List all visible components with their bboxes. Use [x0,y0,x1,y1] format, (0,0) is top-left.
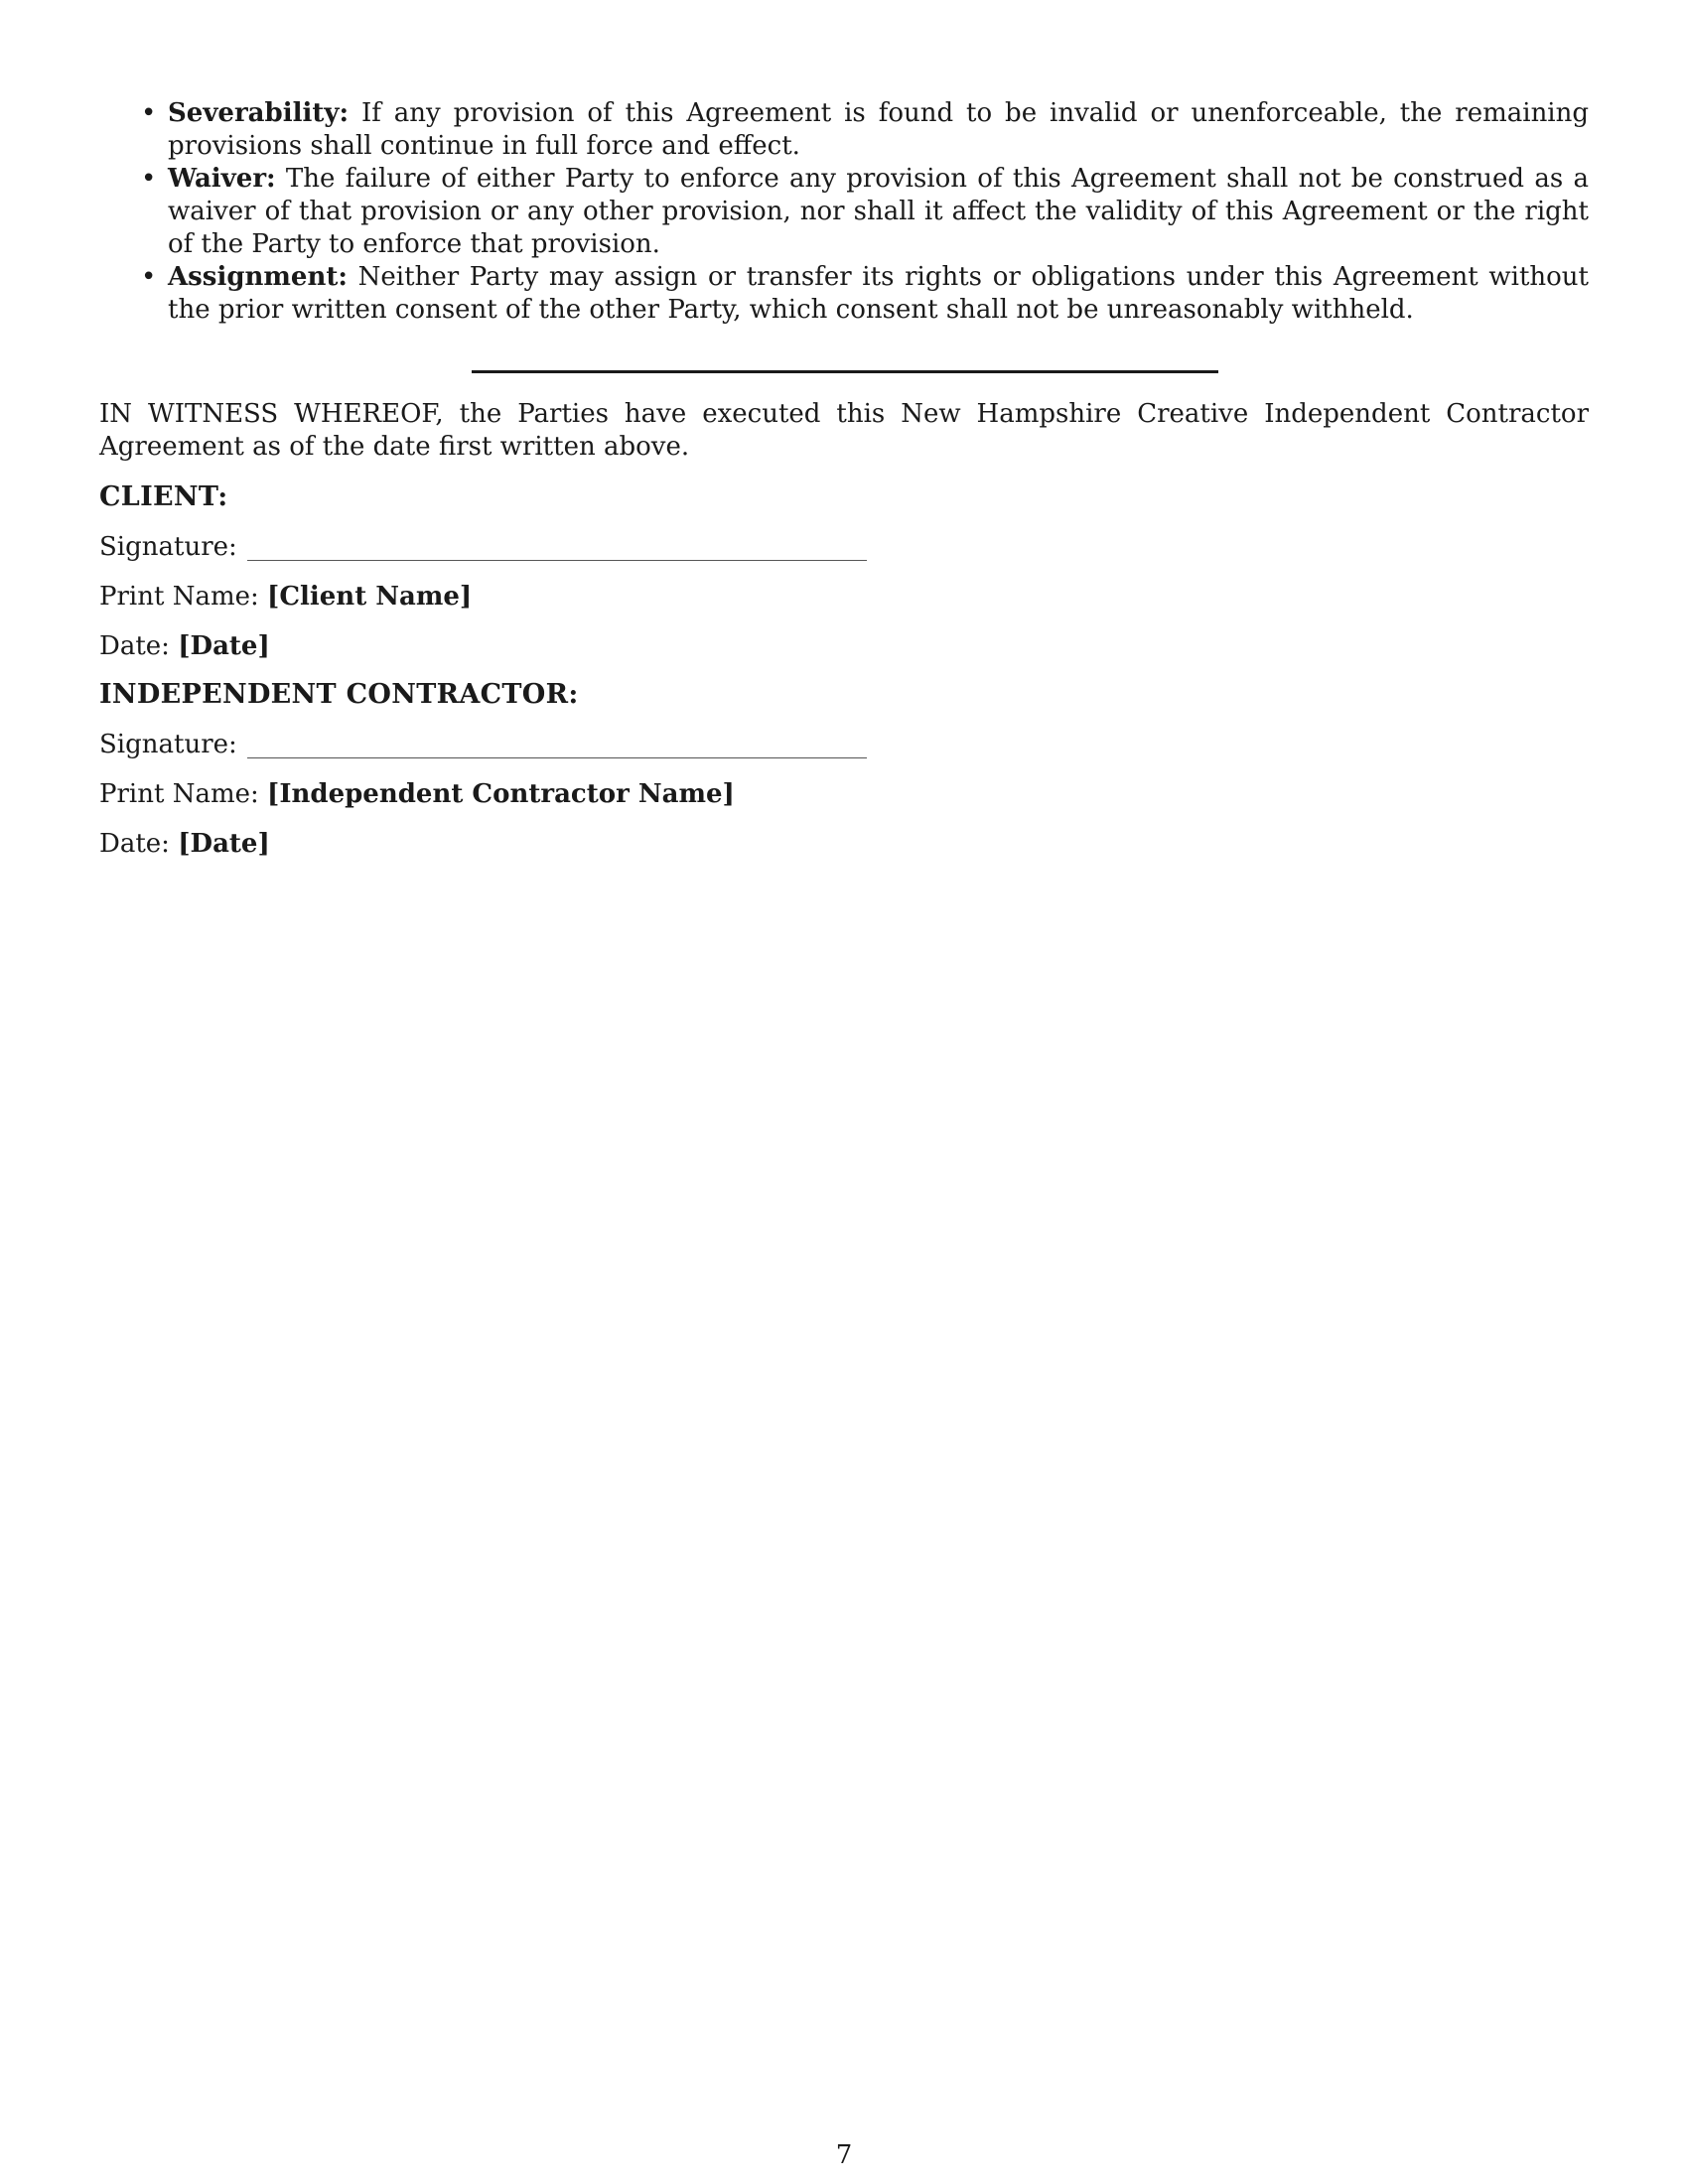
clause-text: Neither Party may assign or transfer its rights or obligations under this Agreement without the prior written consent of the other Party, which consent shall not be unreasonably withheld. [168,262,1589,325]
clause-assignment [141,261,1589,327]
clause-term: Severability: [168,98,350,128]
contractor-date-value: [Date] [178,829,270,859]
bullet-icon: • [141,262,157,292]
clause-text: If any provision of this Agreement is found to be invalid or unenforceable, the remaining provisions shall continue in full force and effect. [168,98,1590,161]
client-heading: CLIENT: [99,481,228,512]
contractor-date-row [99,828,270,861]
print-name-label: Print Name: [99,582,259,612]
witness-statement: IN WITNESS WHEREOF, the Parties have executed this New Hampshire Creative Independent Contractor Agreement as of the date first written above. [99,399,1589,462]
signature-label: Signature: [99,730,237,759]
contractor-heading: INDEPENDENT CONTRACTOR: [99,679,579,710]
client-date-row [99,630,270,663]
date-label: Date: [99,829,170,859]
print-name-label: Print Name: [99,779,259,809]
clause-waiver [141,163,1590,261]
contractor-signature-line[interactable] [247,756,867,758]
client-print-name-row [99,581,472,614]
client-date-value: [Date] [178,631,270,661]
client-signature-row [99,531,867,564]
contractor-name-value: [Independent Contractor Name] [267,779,735,809]
contractor-signature-row [99,729,867,761]
bullet-icon: • [141,98,157,128]
client-name-value: [Client Name] [267,582,473,612]
clause-list [99,97,1589,327]
clause-term: Waiver: [168,164,276,194]
clauses-section [99,97,1589,327]
clause-term: Assignment: [168,262,348,292]
contractor-print-name-row [99,778,735,811]
clause-text: The failure of either Party to enforce any provision of this Agreement shall not be construed as a waiver of that provision or any other provision, nor shall it affect the validity of this Agreement or the right of the Party to enforce that provision. [168,164,1590,259]
bullet-icon: • [141,164,157,194]
section-divider [472,370,1218,373]
clause-severability [141,97,1590,163]
client-signature-line[interactable] [247,559,867,561]
date-label: Date: [99,631,170,661]
signature-label: Signature: [99,532,237,562]
page-number: 7 [835,2140,853,2170]
